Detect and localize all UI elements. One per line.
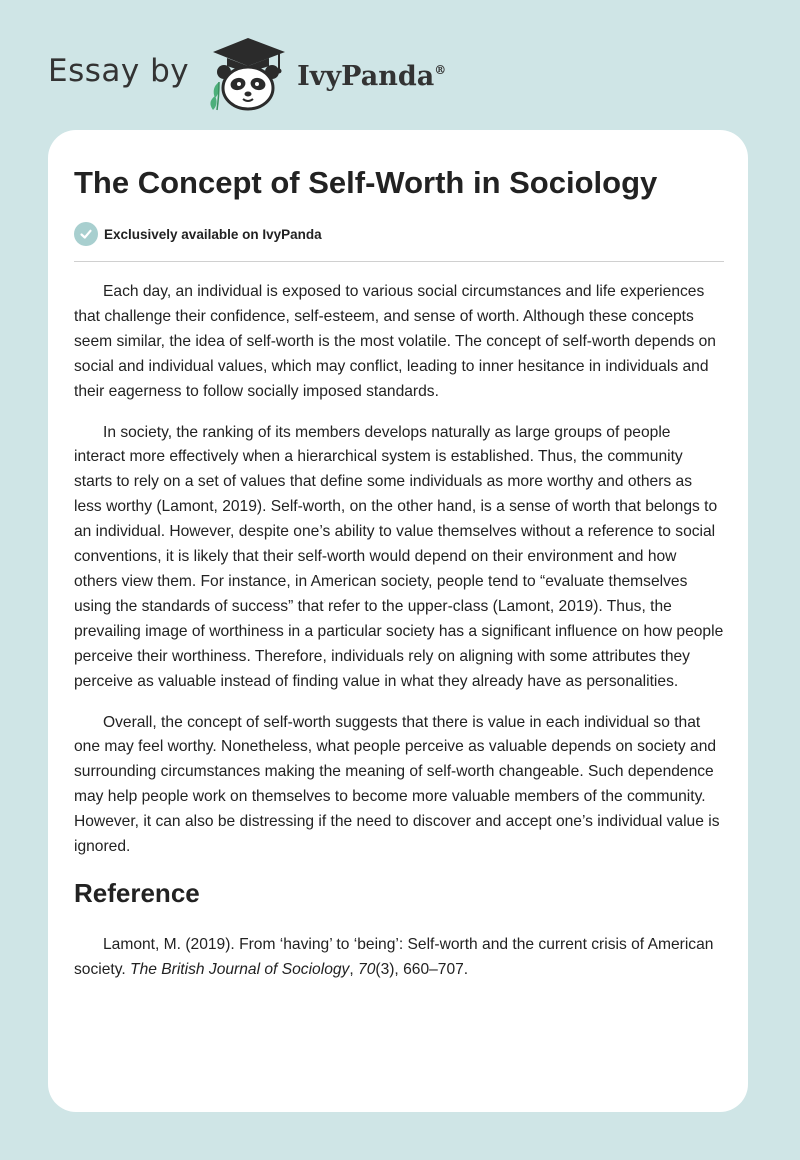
page-title: The Concept of Self-Worth in Sociology <box>74 165 658 200</box>
exclusive-badge <box>74 222 322 246</box>
paragraph: In society, the ranking of its members develops naturally as large groups of people interact more effectively when a hierarchical system is established. Thus, the community starts to rely on a set of values that define some individuals as more worthy and others as less worthy (Lamont, 2019). Self-worth, on the other hand, is a sense of worth that belongs to an individual. However, despite one’s ability to value themselves without a reference to social conventions, it is likely that their self-worth would depend on their environment and how others view them. For instance, in American society, people tend to “evaluate themselves using the standards of success” that refer to the upper-class (Lamont, 2019). Thus, the prevailing image of worthiness in a particular society has a significant influence on how people perceive their worthiness. Therefore, individuals rely on aligning with some attributes they perceive as valuable instead of finding value in what they already have as personalities. <box>74 423 724 690</box>
paragraph: Each day, an individual is exposed to various social circumstances and life experiences that challenge their confidence, self-esteem, and sense of worth. Although these concepts seem similar, the idea of self-worth is the most volatile. The concept of self-worth depends on social and individual values, which may conflict, leading to inner hesitance in individuals and their eagerness to follow socially imposed standards. <box>74 283 716 400</box>
essay-body <box>74 280 724 999</box>
essay-card <box>48 130 748 1112</box>
reference-volume: 70 <box>358 961 376 979</box>
reference-separator: , <box>349 961 359 979</box>
reference-journal: The British Journal of Sociology <box>130 961 350 979</box>
site-header <box>48 34 446 114</box>
paragraph: Overall, the concept of self-worth suggests that there is value in each individual so that one may feel worthy. Nonetheless, what people perceive as valuable depends on society and surrounding circumstances making the meaning of self-worth changeable. Such dependence may help people work on themselves to become more valuable members of the community. However, it can also be distressing if the need to discover and accept one’s individual value is ignored. <box>74 713 720 856</box>
exclusive-badge-label: Exclusively available on IvyPanda <box>104 226 322 242</box>
ivypanda-logo-icon[interactable] <box>205 36 291 112</box>
reference-entry <box>74 933 724 983</box>
brand-text: IvyPanda <box>297 60 435 92</box>
divider <box>74 261 724 262</box>
brand-name <box>297 61 446 92</box>
reference-author-title: Lamont, M. (2019). From ‘having’ to ‘being’: Self-worth and the current crisis of American society. <box>74 936 714 979</box>
reference-heading: Reference <box>74 877 200 908</box>
essay-by-label: Essay by <box>48 53 190 89</box>
reference-issue-pages: (3), 660–707. <box>375 961 469 979</box>
registered-mark: ® <box>434 62 447 77</box>
check-icon <box>74 222 98 246</box>
